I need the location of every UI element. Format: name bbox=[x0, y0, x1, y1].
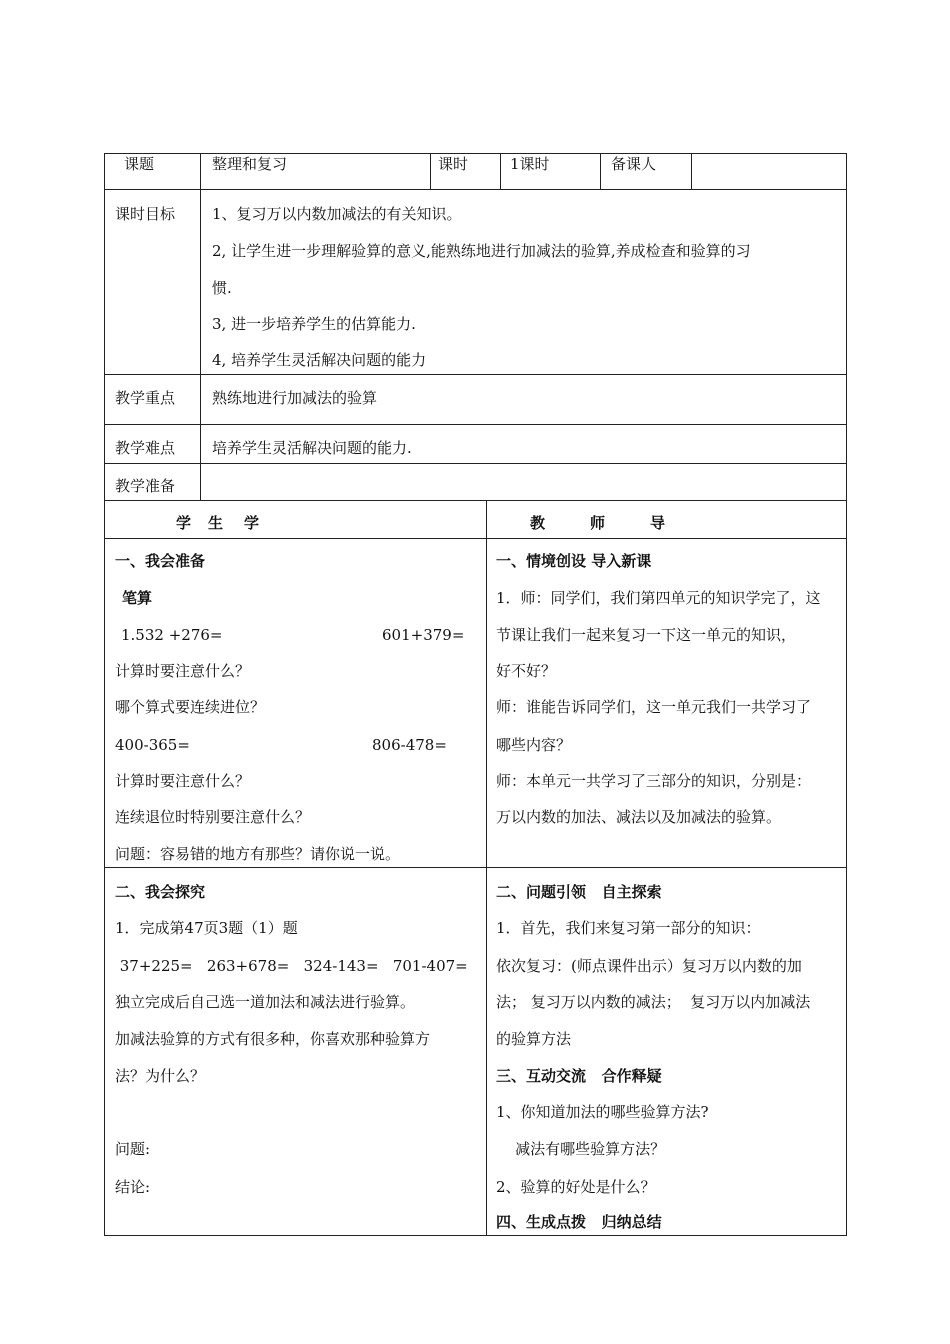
objective-line: 2, 让学生进一步理解验算的意义,能熟练地进行加减法的验算,养成检查和验算的习 bbox=[212, 242, 751, 260]
topic-label: 课题 bbox=[124, 155, 155, 173]
text-line: 哪些内容？ bbox=[496, 736, 572, 754]
section-heading: 一、我会准备 bbox=[115, 552, 206, 570]
exercise-item: 806-478= bbox=[372, 736, 447, 754]
key-point-label: 教学重点 bbox=[115, 389, 176, 407]
teacher-column-header-char: 师 bbox=[590, 514, 606, 532]
period-label: 课时 bbox=[438, 155, 469, 173]
objectives-label: 课时目标 bbox=[115, 205, 176, 223]
text-line: 2、验算的好处是什么？ bbox=[496, 1178, 656, 1196]
objective-line: 4, 培养学生灵活解决问题的能力 bbox=[212, 351, 427, 369]
key-point-value: 熟练地进行加减法的验算 bbox=[212, 389, 378, 407]
text-line: 法； 复习万以内数的减法； 复习万以内加减法 bbox=[496, 993, 811, 1011]
text-line: 师：谁能告诉同学们，这一单元我们一共学习了 bbox=[496, 698, 812, 716]
section-subheading: 笔算 bbox=[122, 589, 153, 607]
text-line: 好不好？ bbox=[496, 662, 557, 680]
header-divider bbox=[691, 153, 692, 190]
text-line: 计算时要注意什么？ bbox=[115, 662, 251, 680]
text-line: 节课让我们一起来复习一下这一单元的知识， bbox=[496, 626, 797, 644]
center-column-divider bbox=[486, 500, 487, 1236]
row-divider bbox=[104, 374, 847, 375]
topic-value: 整理和复习 bbox=[212, 155, 288, 173]
row-divider bbox=[104, 189, 847, 190]
text-line: 依次复习：(师点课件出示）复习万以内数的加 bbox=[496, 957, 802, 975]
table-border-left bbox=[104, 153, 105, 1236]
conclusion-label: 结论: bbox=[115, 1178, 151, 1196]
objective-line: 3, 进一步培养学生的估算能力. bbox=[212, 315, 416, 333]
section-heading: 一、情境创设 导入新课 bbox=[496, 552, 652, 570]
table-border-top bbox=[104, 153, 847, 154]
preparer-label: 备课人 bbox=[611, 155, 657, 173]
section-heading: 二、问题引领 自主探索 bbox=[496, 883, 662, 901]
exercise-item: 601+379= bbox=[382, 626, 465, 644]
text-line: 计算时要注意什么？ bbox=[115, 772, 251, 790]
text-line: 1．完成第47页3题（1）题 bbox=[115, 919, 298, 937]
header-divider bbox=[600, 153, 601, 190]
period-value: 1课时 bbox=[510, 155, 550, 173]
preparation-label: 教学准备 bbox=[115, 477, 176, 495]
row-divider bbox=[104, 867, 847, 868]
row-divider bbox=[104, 463, 847, 464]
student-column-header-char: 学 bbox=[244, 514, 260, 532]
row-divider bbox=[104, 424, 847, 425]
table-border-bottom bbox=[104, 1235, 847, 1236]
text-line: 法？为什么？ bbox=[115, 1067, 206, 1085]
text-line: 加减法验算的方式有很多种，你喜欢那种验算方 bbox=[115, 1030, 431, 1048]
header-divider bbox=[500, 153, 501, 190]
text-line: 1、你知道加法的哪些验算方法? bbox=[496, 1103, 709, 1121]
section-heading: 四、生成点拨 归纳总结 bbox=[496, 1213, 662, 1231]
text-line: 的验算方法 bbox=[496, 1030, 572, 1048]
text-line: 1．师：同学们，我们第四单元的知识学完了，这 bbox=[496, 589, 821, 607]
text-line: 1．首先，我们来复习第一部分的知识： bbox=[496, 919, 761, 937]
text-line: 哪个算式要连续进位？ bbox=[115, 698, 266, 716]
exercise-item: 1.532 +276= bbox=[121, 626, 223, 644]
text-line: 问题：容易错的地方有那些？请你说一说。 bbox=[115, 845, 401, 863]
row-divider bbox=[104, 538, 847, 539]
teacher-column-header-char: 导 bbox=[650, 514, 666, 532]
difficulty-value: 培养学生灵活解决问题的能力. bbox=[212, 439, 412, 457]
teacher-column-header-char: 教 bbox=[530, 514, 546, 532]
label-column-divider bbox=[200, 153, 201, 501]
text-line: 减法有哪些验算方法？ bbox=[496, 1140, 666, 1158]
student-column-header-char: 生 bbox=[208, 514, 224, 532]
exercise-item: 37+225= 263+678= 324-143= 701-407= bbox=[115, 957, 468, 975]
table-border-right bbox=[846, 153, 847, 1236]
text-line: 师：本单元一共学习了三部分的知识，分别是： bbox=[496, 772, 812, 790]
header-divider bbox=[430, 153, 431, 190]
section-heading: 二、我会探究 bbox=[115, 883, 206, 901]
text-line: 万以内数的加法、减法以及加减法的验算。 bbox=[496, 808, 782, 826]
difficulty-label: 教学难点 bbox=[115, 439, 176, 457]
text-line: 连续退位时特别要注意什么？ bbox=[115, 808, 311, 826]
exercise-item: 400-365= bbox=[115, 736, 190, 754]
text-line: 独立完成后自己选一道加法和减法进行验算。 bbox=[115, 993, 416, 1011]
objective-line: 惯. bbox=[212, 279, 232, 297]
objective-line: 1、复习万以内数加减法的有关知识。 bbox=[212, 205, 462, 223]
section-heading: 三、互动交流 合作释疑 bbox=[496, 1067, 662, 1085]
row-divider bbox=[104, 500, 847, 501]
student-column-header-char: 学 bbox=[176, 514, 192, 532]
question-label: 问题: bbox=[115, 1140, 151, 1158]
